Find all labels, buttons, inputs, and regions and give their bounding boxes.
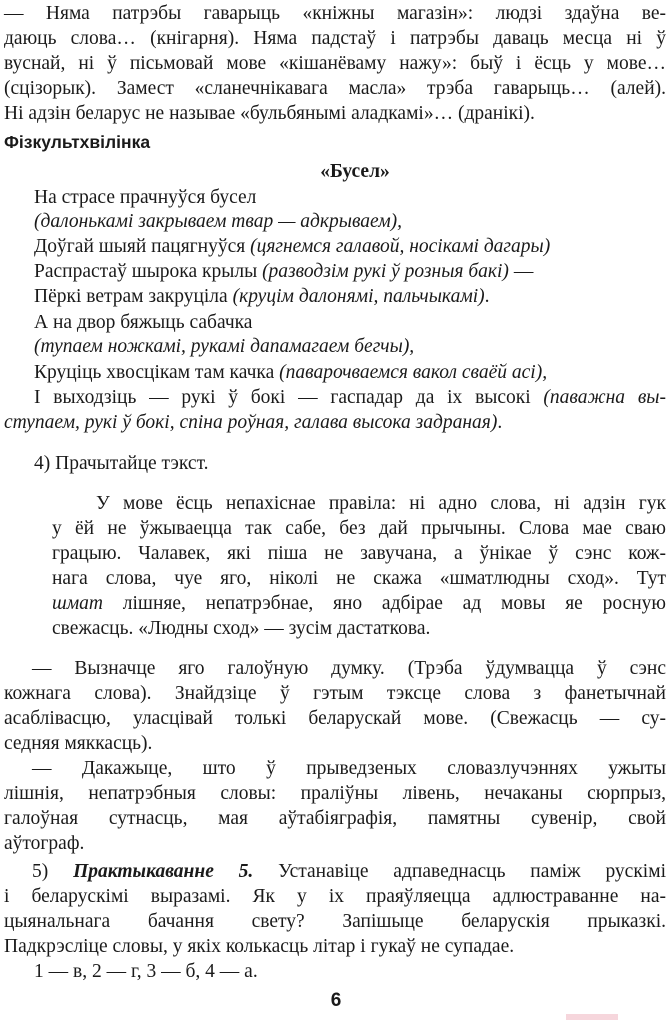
poem-line-8: Круціць хвосцікам там качка (паварочваемся вакол сваёй асі), [34,362,548,383]
q2-line-4: аўтограф. [4,833,85,854]
task-5-answer: 1 — в, 2 — г, 3 — б, 4 — а. [34,961,258,982]
task-5-line-3: цыянальнага бачання свету? Запішыце беларускія прыказкі. [4,911,666,932]
intro-line-2: даюць слова… (кнігарня). Няма падстаў і патрэбы даваць месца ні ў [4,28,666,49]
q1-line-3: асаблівасцю, уласцівай толькі беларускай мове. (Свежасць — су- [4,708,666,729]
task-5-line-1: 5) Практыкаванне 5. Устанавіце адпаведнасць паміж рускімі [32,861,666,882]
q2-line-1: — Дакажыце, што ў прыведзеных словазлучэннях ужыты [32,758,666,779]
poem-line-5: Пёркі ветрам закруціла (круцім далонямі, пальчыкамі). [34,286,490,307]
poem-line-1: На страсе прачнуўся бусел [34,187,257,208]
poem-line-6: А на двор бяжыць сабачка [34,312,253,333]
quote-line-5: шмат лішняе, непатрэбнае, яно адбірае ад мовы яе росную [52,593,666,614]
quote-line-1: У мове ёсць непахіснае правіла: ні адно слова, ні адзін гук [96,493,666,514]
section-heading: Фізкультхвілінка [4,132,151,152]
intro-line-5: Ні адзін беларус не называе «бульбянымі аладкамі»… (дранікі). [4,103,535,124]
q1-line-2: кожнага слова). Знайдзіце ў гэтым тэксце слова з фанетычнай [4,683,666,704]
q2-line-3: галоўная сутнасць, мая аўтабіяграфія, памятны сувенір, свой [4,808,666,829]
quote-line-3: грацыю. Чалавек, які піша не завучана, а ўнікае ў сэнс кож- [52,543,666,564]
q1-line-4: седняя мяккасць). [4,733,153,754]
poem-line-7: (тупаем ножкамі, рукамі дапамагаем бегчы), [34,336,415,357]
poem-line-10: ступаем, рукі ў бокі, спіна роўная, галава высока задраная). [4,412,503,433]
corner-mark [566,1014,618,1020]
intro-line-1: — Няма патрэбы гаварыць «кніжны магазін»: людзі здаўна ве- [4,3,666,24]
quote-line-4: нага слова, чуе яго, ніколі не скажа «шматлюдны сход». Тут [52,568,666,589]
q2-line-2: лішнія, непатрэбныя словы: праліўны лівень, нечаканы сюрпрыз, [4,783,666,804]
task-4-label: 4) Прачытайце тэкст. [34,453,209,474]
poem-line-3: Доўгай шыяй пацягнуўся (цягнемся галавой, носікамі дагары) [34,236,551,257]
intro-line-4: (сцізорык). Замест «сланечнікавага масла» трэба гаварыць… (алей). [4,78,666,99]
quote-line-6: свежасць. «Людны сход» — зусім дастаткова. [52,618,431,639]
poem-line-4: Распрастаў шырока крылы (разводзім рукі ў розныя бакі) — [34,261,534,282]
poem-line-9: І выходзіць — рукі ў бокі — гаспадар да іх высокі (паважна вы- [34,387,666,408]
task-5-line-2: і беларускімі выразамі. Як у іх праяўляецца адлюстраванне на- [4,886,666,907]
poem-title: «Бусел» [320,161,390,182]
page-number: 6 [330,990,342,1011]
task-5-line-4: Падкрэсліце словы, у якіх колькасць літар і гукаў не супадае. [4,936,515,957]
quote-line-2: у ёй не ўжываецца так сабе, без дай прычыны. Слова мае сваю [52,518,666,539]
q1-line-1: — Вызначце яго галоўную думку. (Трэба ўдумвацца ў сэнс [32,658,666,679]
poem-line-2: (далонькамі закрываем твар — адкрываем), [34,211,403,232]
intro-line-3: вуснай, ні ў пісьмовай мове «кішанёваму нажу»: быў і ёсць у мове… [4,53,666,74]
